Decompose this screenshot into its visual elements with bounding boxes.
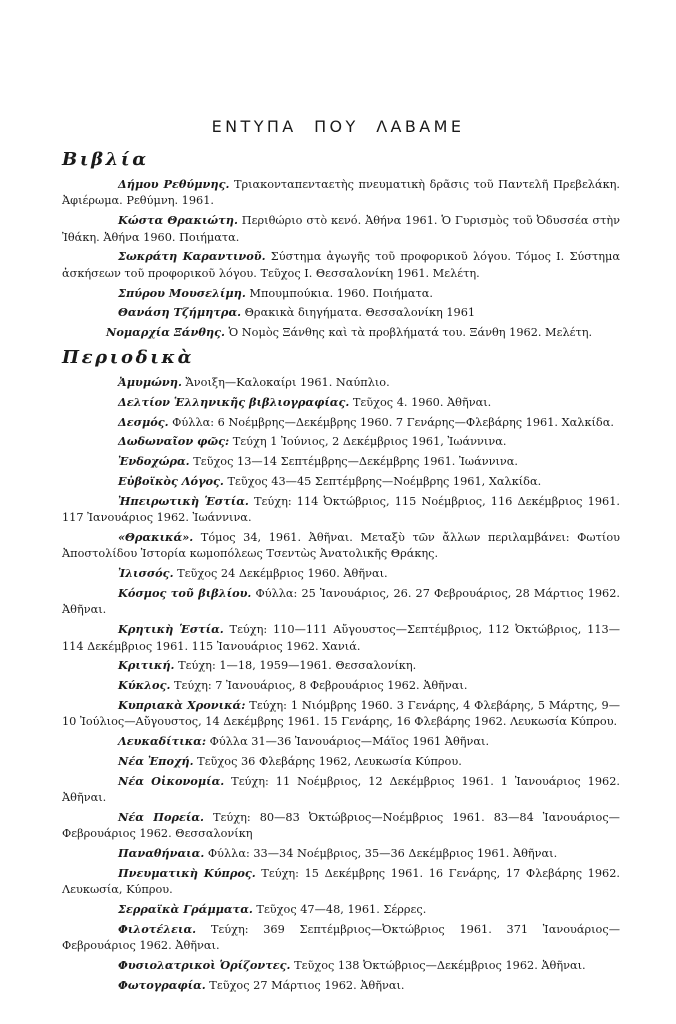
periodical-text: Τεύχη: 369 Σεπτέμβριος—Ὀκτώβριος 1961. 371 Ἰανουάριος—Φεβρουάριος 1962. Ἀθῆναι. xyxy=(62,922,620,953)
periodical-entry xyxy=(62,657,620,674)
periodical-name: Παναθήναια. xyxy=(118,846,205,861)
periodical-name: Δελτίον Ἑλληνικῆς βιβλιογραφίας. xyxy=(118,394,350,409)
periodical-entry xyxy=(62,901,620,918)
periodical-text: Τεῦχος 138 Ὀκτώβριος—Δεκέμβριος 1962. Ἀθῆναι. xyxy=(290,959,586,973)
periodical-name: Εὐβοϊκὸς Λόγος. xyxy=(118,473,224,488)
periodical-text: Τεῦχος 24 Δεκέμβριος 1960. Ἀθῆναι. xyxy=(173,567,388,581)
periodical-name: Κρητικὴ Ἑστία. xyxy=(118,622,224,637)
periodical-entry xyxy=(62,733,620,750)
periodical-name: Ἠπειρωτικὴ Ἑστία. xyxy=(118,493,249,508)
book-author: Δήμου Ρεθύμνης. xyxy=(118,177,230,191)
periodical-text: Τεῦχος 13—14 Σεπτέμβρης—Δεκέμβρης 1961. Ἰωάννινα. xyxy=(189,455,518,469)
book-author: Σωκράτη Καραντινοῦ. xyxy=(118,249,266,264)
book-entry xyxy=(62,324,620,341)
periodical-name: Κριτική. xyxy=(118,658,175,673)
periodical-name: Σερραϊκὰ Γράμματα. xyxy=(118,902,253,917)
periodical-entry xyxy=(62,677,620,694)
periodical-entry xyxy=(62,493,620,527)
periodical-entry xyxy=(62,697,620,731)
periodical-entry xyxy=(62,453,620,470)
books-heading: Βιβλία xyxy=(62,149,149,170)
periodical-text: Τεύχη: 1 Νιόμβρης 1960. 3 Γενάρης, 4 Φλεβάρης, 5 Μάρτης, 9—10 Ἰούλιος—Αὔγουστος, 14 Δεκέμβρης 1961. 15 Γενάρης, 16 Φλεβάρης 1962. Λευκωσία Κύπρου. xyxy=(62,698,620,729)
periodical-text: Τεῦχος 4. 1960. Ἀθῆναι. xyxy=(349,395,492,409)
periodical-entry xyxy=(62,809,620,843)
periodical-text: Τεῦχος 27 Μάρτιος 1962. Ἀθῆναι. xyxy=(205,978,405,992)
periodicals-list xyxy=(62,374,620,997)
book-author: Κώστα Θρακιώτη. xyxy=(118,213,238,228)
periodical-text: Φύλλα: 6 Νοέμβρης—Δεκέμβρης 1960. 7 Γενάρης—Φλεβάρης 1961. Χαλκίδα. xyxy=(168,415,614,429)
periodical-entry xyxy=(62,374,620,391)
periodical-entry xyxy=(62,957,620,974)
book-author: Σπύρου Μουσελίμη. xyxy=(118,285,246,300)
periodical-name: Πνευματικὴ Κύπρος. xyxy=(118,865,256,880)
periodical-name: Ἀμυμώνη. xyxy=(118,375,182,389)
periodical-text: Φύλλα 31—36 Ἰανουάριος—Μάϊος 1961 Ἀθῆναι. xyxy=(206,735,490,749)
periodical-text: Τεύχη: 7 Ἰανουάριος, 8 Φεβρουάριος 1962. Ἀθῆναι. xyxy=(170,679,468,693)
periodical-text: Τεύχη: 80—83 Ὀκτώβριος—Νοέμβριος 1961. 83—84 Ἰανουάριος—Φεβρουάριος 1962. Θεσσαλονίκη xyxy=(62,810,620,841)
book-entry xyxy=(62,176,620,210)
book-text: Μπουμπούκια. 1960. Ποιήματα. xyxy=(245,286,434,300)
periodical-name: Νέα Πορεία. xyxy=(118,809,204,824)
periodical-entry xyxy=(62,753,620,770)
periodical-entry xyxy=(62,565,620,582)
periodical-name: «Θρακικά». xyxy=(118,529,194,544)
book-text: Περιθώριο στὸ κενό. Ἀθήνα 1961. Ὁ Γυρισμὸς τοῦ Ὀδυσσέα στὴν Ἰθάκη. Ἀθήνα 1960. Ποιήματα. xyxy=(62,214,620,244)
page-title: ΕΝΤΥΠΑ ΠΟΥ ΛΑΒΑΜΕ xyxy=(211,117,465,136)
book-text: Τριακονταπενταετὴς πνευματικὴ δρᾶσις τοῦ Παντελῆ Πρεβελάκη. Ἀφιέρωμα. Ρεθύμνη. 1961. xyxy=(62,178,621,208)
periodical-name: Λευκαδίτικα: xyxy=(118,734,207,749)
periodical-name: Κυπριακὰ Χρονικά: xyxy=(118,697,246,712)
periodical-entry xyxy=(62,921,620,955)
periodical-entry xyxy=(62,394,620,411)
book-author: Θανάση Τζήμητρα. xyxy=(118,305,242,320)
book-entry xyxy=(62,212,620,246)
periodical-entry xyxy=(62,845,620,862)
periodical-entry xyxy=(62,585,620,619)
periodical-text: Τεύχη: 110—111 Αὔγουστος—Σεπτέμβριος, 112 Ὀκτώβριος, 113—114 Δεκέμβριος 1961. 115 Ἰανουάριος 1962. Χανιά. xyxy=(62,623,621,653)
book-entry xyxy=(62,304,620,321)
periodical-entry xyxy=(62,621,620,655)
periodical-text: Τεύχη: 1—18, 1959—1961. Θεσσαλονίκη. xyxy=(174,659,417,673)
periodical-text: Τεύχη: 15 Δεκέμβρης 1961. 16 Γενάρης, 17 Φλεβάρης 1962. Λευκωσία, Κύπρου. xyxy=(62,866,620,897)
periodical-entry xyxy=(62,473,620,490)
periodical-entry xyxy=(62,433,620,450)
periodicals-heading: Περιοδικὰ xyxy=(62,347,195,368)
periodical-name: Νέα Ἐποχή. xyxy=(118,753,194,768)
periodical-entry xyxy=(62,977,620,994)
periodical-entry xyxy=(62,414,620,431)
periodical-name: Κύκλος. xyxy=(118,678,171,693)
book-author: Νομαρχία Ξάνθης. xyxy=(106,325,225,340)
periodical-name: Ἐνδοχώρα. xyxy=(118,454,190,469)
periodical-name: Δωδωναῖον φῶς: xyxy=(118,434,230,449)
periodical-text: Φύλλα: 33—34 Νοέμβριος, 35—36 Δεκέμβριος 1961. Ἀθῆναι. xyxy=(204,847,558,861)
periodical-text: Τεῦχος 36 Φλεβάρης 1962, Λευκωσία Κύπρου. xyxy=(193,754,462,768)
periodical-text: Τεύχη: 114 Ὀκτώβριος, 115 Νοέμβριος, 116 Δεκέμβριος 1961. 117 Ἰανουάριος 1962. Ἰωάννινα. xyxy=(62,494,620,525)
periodical-entry xyxy=(62,529,620,563)
periodical-name: Φυσιολατρικοὶ Ὁρίζοντες. xyxy=(118,958,291,973)
books-list xyxy=(62,176,620,344)
periodical-entry xyxy=(62,773,620,807)
periodical-text: Ἄνοιξη—Καλοκαίρι 1961. Ναύπλιο. xyxy=(181,376,390,389)
periodical-entry xyxy=(62,865,620,899)
periodical-text: Φύλλα: 25 Ἰανουάριος, 26. 27 Φεβρουάριος, 28 Μάρτιος 1962. Ἀθῆναι. xyxy=(62,586,620,617)
periodical-name: Φιλοτέλεια. xyxy=(118,921,197,936)
periodical-text: Τεῦχος 43—45 Σεπτέμβρης—Νοέμβρης 1961, Χαλκίδα. xyxy=(223,474,542,488)
periodical-text: Τεύχη 1 Ἰούνιος, 2 Δεκέμβριος 1961, Ἰωάννινα. xyxy=(229,435,507,449)
periodical-name: Δεσμός. xyxy=(118,414,169,429)
book-text: Θρακικὰ διηγήματα. Θεσσαλονίκη 1961 xyxy=(241,306,476,320)
periodical-name: Κόσμος τοῦ βιβλίου. xyxy=(118,585,252,600)
periodical-name: Νέα Οἰκονομία. xyxy=(118,773,225,788)
periodical-text: Τεύχη: 11 Νοέμβριος, 12 Δεκέμβριος 1961. 1 Ἰανουάριος 1962. Ἀθῆναι. xyxy=(62,774,620,805)
periodical-text: Τόμος 34, 1961. Ἀθῆναι. Μεταξὺ τῶν ἄλλων περιλαμβάνει: Φωτίου Ἀποστολίδου Ἱστορία κωμοπόλεως Τσεντὼς Ἀνατολικῆς Θράκης. xyxy=(62,530,620,561)
periodical-text: Τεῦχος 47—48, 1961. Σέρρες. xyxy=(252,903,427,917)
book-text: Σύστημα ἀγωγῆς τοῦ προφορικοῦ λόγου. Τόμος Ι. Σύστημα ἀσκήσεων τοῦ προφορικοῦ λόγου. Τεῦχος Ι. Θεσσαλονίκη 1961. Μελέτη. xyxy=(62,250,620,280)
book-entry xyxy=(62,248,620,282)
book-text: Ὁ Νομὸς Ξάνθης καὶ τὰ προβλήματά του. Ξάνθη 1962. Μελέτη. xyxy=(224,326,593,340)
periodical-name: Φωτογραφία. xyxy=(118,977,206,992)
periodical-name: Ἰλισσός. xyxy=(118,566,174,581)
book-entry xyxy=(62,285,620,302)
